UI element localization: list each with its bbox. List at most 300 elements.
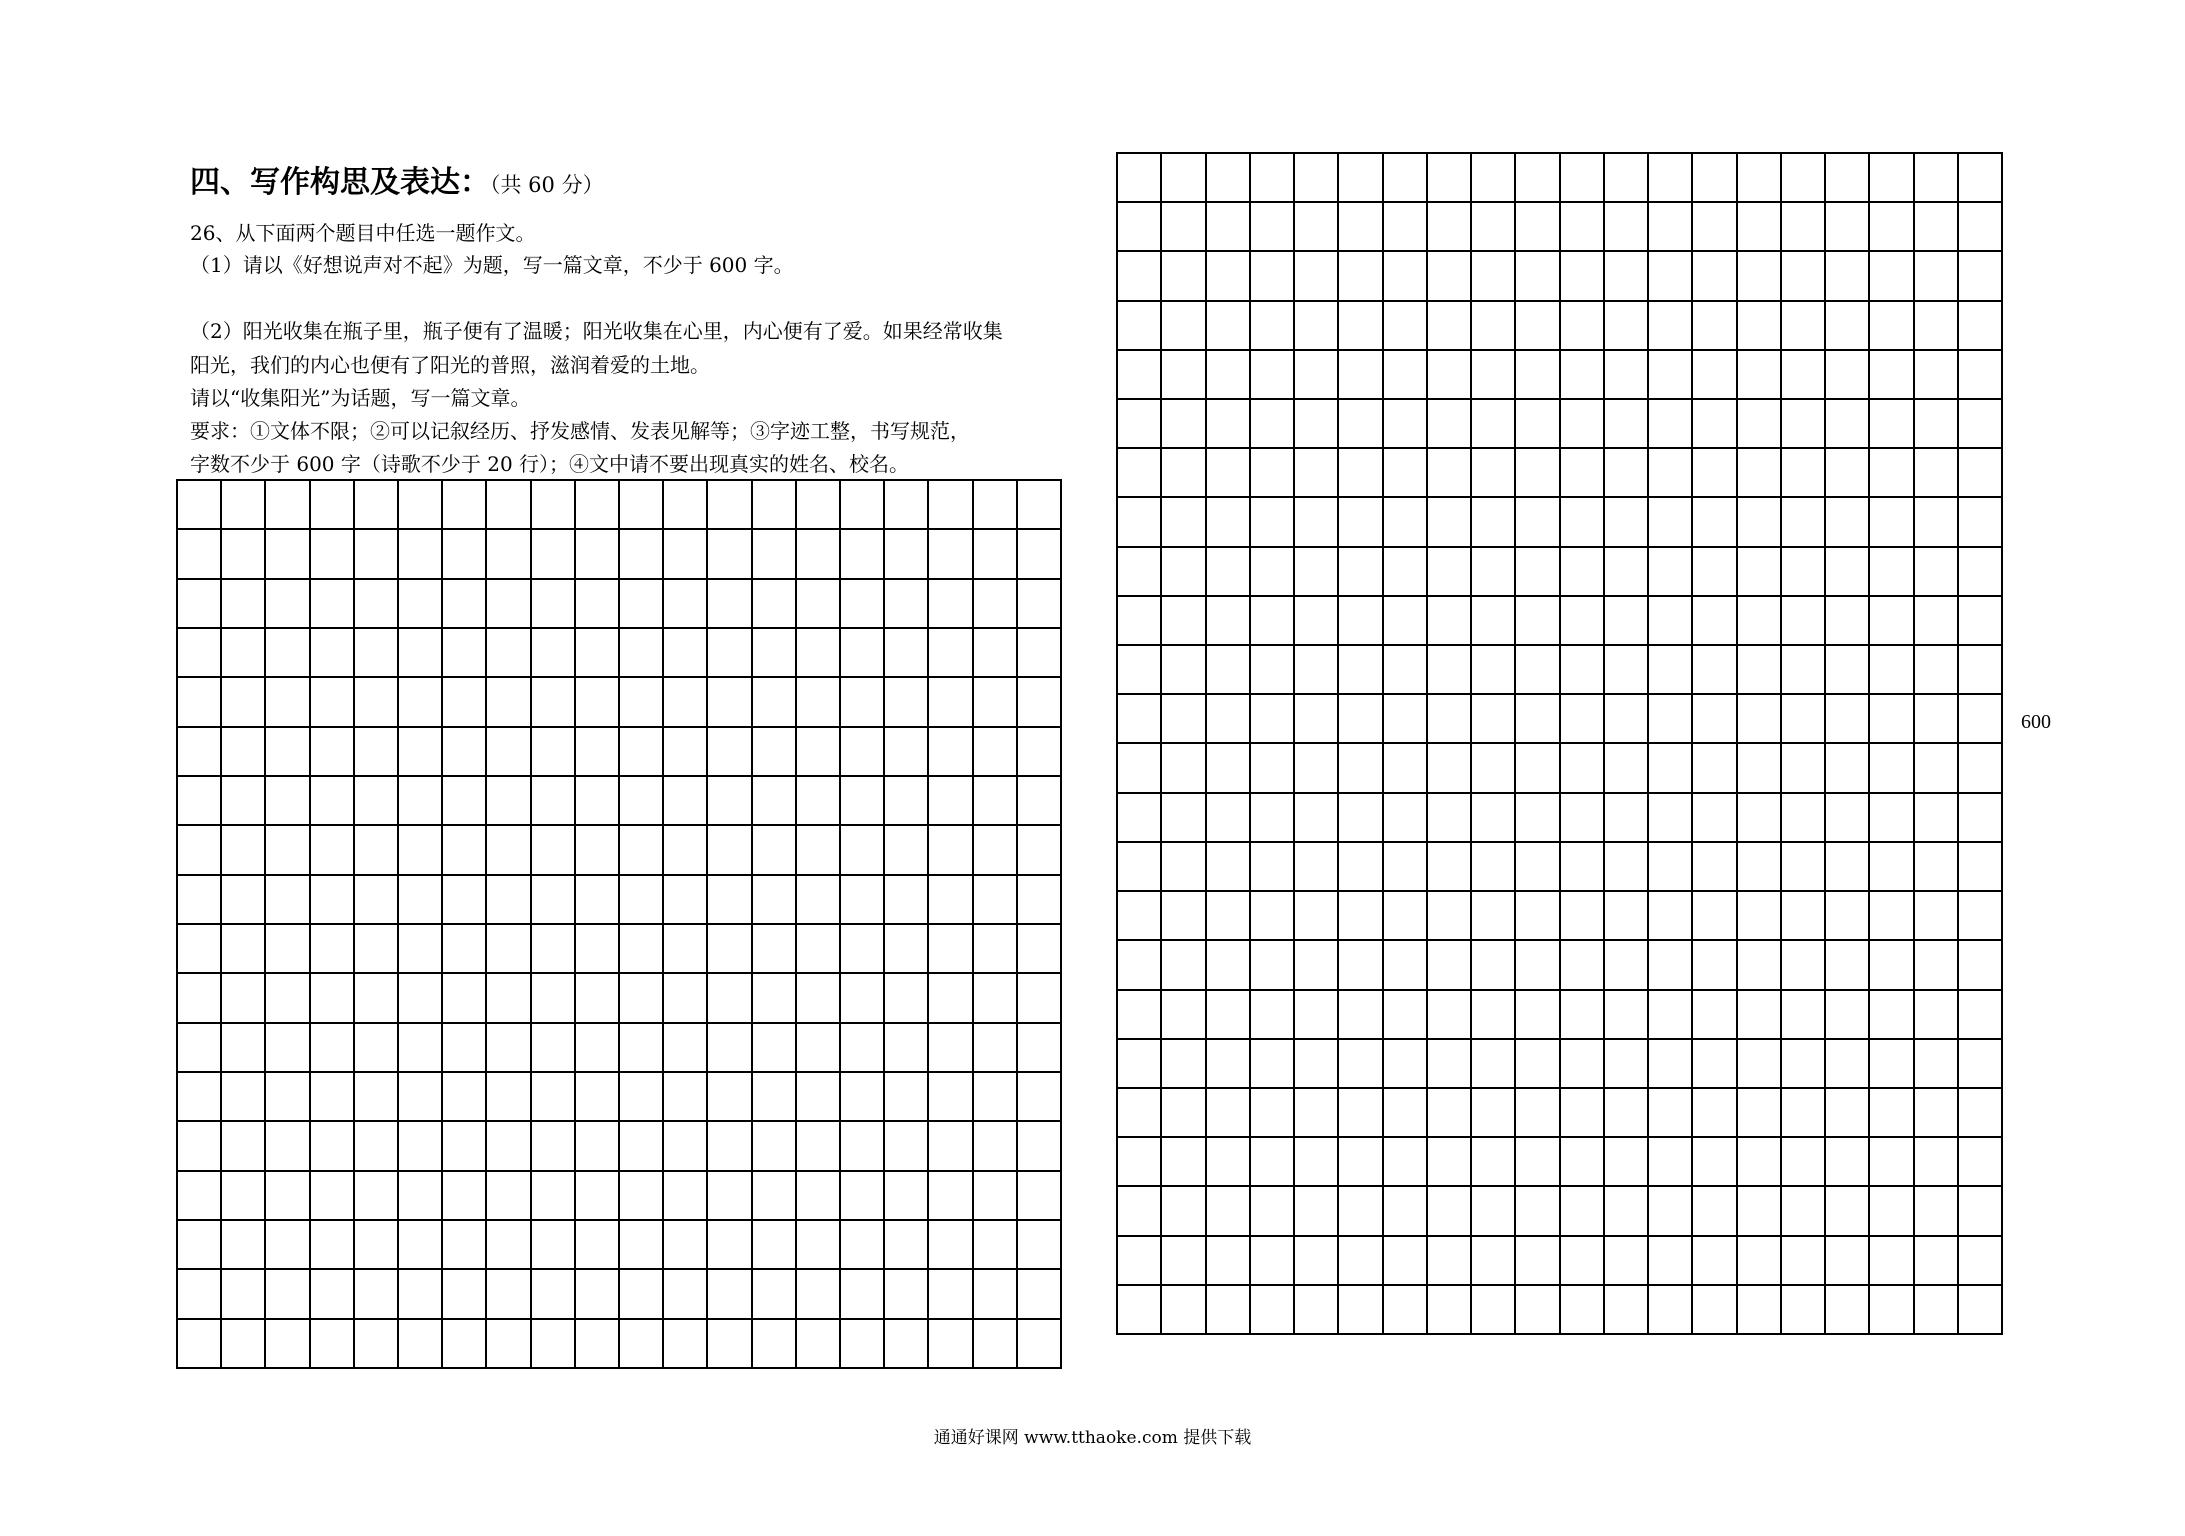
grid-cell[interactable] xyxy=(1207,695,1251,744)
grid-cell[interactable] xyxy=(664,826,708,875)
grid-cell[interactable] xyxy=(1118,843,1162,892)
grid-cell[interactable] xyxy=(487,678,531,727)
grid-cell[interactable] xyxy=(1472,1040,1516,1089)
grid-cell[interactable] xyxy=(1738,252,1782,301)
grid-cell[interactable] xyxy=(1118,351,1162,400)
grid-cell[interactable] xyxy=(1516,548,1560,597)
grid-cell[interactable] xyxy=(1472,498,1516,547)
grid-cell[interactable] xyxy=(1605,843,1649,892)
grid-cell[interactable] xyxy=(885,1073,929,1122)
grid-cell[interactable] xyxy=(576,876,620,925)
grid-cell[interactable] xyxy=(708,1122,752,1171)
grid-cell[interactable] xyxy=(1295,449,1339,498)
grid-cell[interactable] xyxy=(797,678,841,727)
grid-cell[interactable] xyxy=(1162,1237,1206,1286)
grid-cell[interactable] xyxy=(1738,1089,1782,1138)
grid-cell[interactable] xyxy=(1118,1187,1162,1236)
grid-cell[interactable] xyxy=(178,1320,222,1369)
grid-cell[interactable] xyxy=(708,974,752,1023)
grid-cell[interactable] xyxy=(1207,498,1251,547)
grid-cell[interactable] xyxy=(1428,892,1472,941)
grid-cell[interactable] xyxy=(1782,794,1826,843)
grid-cell[interactable] xyxy=(1693,794,1737,843)
grid-cell[interactable] xyxy=(1649,794,1693,843)
grid-cell[interactable] xyxy=(1018,1221,1062,1270)
grid-cell[interactable] xyxy=(1339,1089,1383,1138)
grid-cell[interactable] xyxy=(1605,1089,1649,1138)
grid-cell[interactable] xyxy=(1826,302,1870,351)
grid-cell[interactable] xyxy=(178,530,222,579)
grid-cell[interactable] xyxy=(1295,400,1339,449)
grid-cell[interactable] xyxy=(443,826,487,875)
grid-cell[interactable] xyxy=(1738,1237,1782,1286)
grid-cell[interactable] xyxy=(443,580,487,629)
grid-cell[interactable] xyxy=(1782,400,1826,449)
grid-cell[interactable] xyxy=(1870,892,1914,941)
grid-cell[interactable] xyxy=(1251,695,1295,744)
grid-cell[interactable] xyxy=(1251,1187,1295,1236)
grid-cell[interactable] xyxy=(841,1270,885,1319)
grid-cell[interactable] xyxy=(620,1221,664,1270)
grid-cell[interactable] xyxy=(929,1024,973,1073)
grid-cell[interactable] xyxy=(885,826,929,875)
grid-cell[interactable] xyxy=(620,1122,664,1171)
grid-cell[interactable] xyxy=(620,1270,664,1319)
grid-cell[interactable] xyxy=(1251,646,1295,695)
grid-cell[interactable] xyxy=(1516,991,1560,1040)
grid-cell[interactable] xyxy=(974,826,1018,875)
grid-cell[interactable] xyxy=(1826,794,1870,843)
grid-cell[interactable] xyxy=(1561,794,1605,843)
grid-cell[interactable] xyxy=(1782,1187,1826,1236)
grid-cell[interactable] xyxy=(1605,154,1649,203)
grid-cell[interactable] xyxy=(1870,1138,1914,1187)
grid-cell[interactable] xyxy=(178,974,222,1023)
grid-cell[interactable] xyxy=(1516,843,1560,892)
grid-cell[interactable] xyxy=(841,530,885,579)
grid-cell[interactable] xyxy=(399,1320,443,1369)
grid-cell[interactable] xyxy=(1384,991,1428,1040)
grid-cell[interactable] xyxy=(1295,154,1339,203)
grid-cell[interactable] xyxy=(178,925,222,974)
grid-cell[interactable] xyxy=(797,530,841,579)
grid-cell[interactable] xyxy=(1339,941,1383,990)
grid-cell[interactable] xyxy=(1516,695,1560,744)
grid-cell[interactable] xyxy=(1018,1270,1062,1319)
grid-cell[interactable] xyxy=(355,1024,399,1073)
grid-cell[interactable] xyxy=(1782,449,1826,498)
grid-cell[interactable] xyxy=(266,777,310,826)
grid-cell[interactable] xyxy=(929,530,973,579)
grid-cell[interactable] xyxy=(974,1024,1018,1073)
grid-cell[interactable] xyxy=(266,1073,310,1122)
grid-cell[interactable] xyxy=(1162,794,1206,843)
grid-cell[interactable] xyxy=(1295,744,1339,793)
grid-cell[interactable] xyxy=(1251,1237,1295,1286)
grid-cell[interactable] xyxy=(885,1122,929,1171)
grid-cell[interactable] xyxy=(753,777,797,826)
grid-cell[interactable] xyxy=(222,1270,266,1319)
grid-cell[interactable] xyxy=(664,1172,708,1221)
grid-cell[interactable] xyxy=(1782,154,1826,203)
grid-cell[interactable] xyxy=(1018,629,1062,678)
grid-cell[interactable] xyxy=(1428,302,1472,351)
grid-cell[interactable] xyxy=(929,728,973,777)
grid-cell[interactable] xyxy=(620,530,664,579)
grid-cell[interactable] xyxy=(1561,1040,1605,1089)
grid-cell[interactable] xyxy=(664,777,708,826)
grid-cell[interactable] xyxy=(487,777,531,826)
grid-cell[interactable] xyxy=(399,876,443,925)
grid-cell[interactable] xyxy=(532,530,576,579)
grid-cell[interactable] xyxy=(797,777,841,826)
grid-cell[interactable] xyxy=(1870,548,1914,597)
grid-cell[interactable] xyxy=(1295,941,1339,990)
grid-cell[interactable] xyxy=(974,1073,1018,1122)
grid-cell[interactable] xyxy=(576,974,620,1023)
grid-cell[interactable] xyxy=(1516,498,1560,547)
grid-cell[interactable] xyxy=(1339,498,1383,547)
grid-cell[interactable] xyxy=(266,678,310,727)
grid-cell[interactable] xyxy=(1118,1138,1162,1187)
grid-cell[interactable] xyxy=(753,530,797,579)
grid-cell[interactable] xyxy=(1384,1286,1428,1335)
grid-cell[interactable] xyxy=(1251,744,1295,793)
grid-cell[interactable] xyxy=(1959,1187,2003,1236)
grid-cell[interactable] xyxy=(532,1270,576,1319)
grid-cell[interactable] xyxy=(1428,597,1472,646)
grid-cell[interactable] xyxy=(1605,203,1649,252)
grid-cell[interactable] xyxy=(1915,794,1959,843)
grid-cell[interactable] xyxy=(1207,449,1251,498)
grid-cell[interactable] xyxy=(1251,449,1295,498)
grid-cell[interactable] xyxy=(974,580,1018,629)
grid-cell[interactable] xyxy=(576,1221,620,1270)
grid-cell[interactable] xyxy=(1384,1138,1428,1187)
grid-cell[interactable] xyxy=(1339,695,1383,744)
grid-cell[interactable] xyxy=(1251,843,1295,892)
grid-cell[interactable] xyxy=(1826,1237,1870,1286)
grid-cell[interactable] xyxy=(178,678,222,727)
grid-cell[interactable] xyxy=(1959,646,2003,695)
grid-cell[interactable] xyxy=(487,876,531,925)
grid-cell[interactable] xyxy=(355,580,399,629)
grid-cell[interactable] xyxy=(1959,843,2003,892)
grid-cell[interactable] xyxy=(1339,400,1383,449)
grid-cell[interactable] xyxy=(753,728,797,777)
grid-cell[interactable] xyxy=(1472,302,1516,351)
grid-cell[interactable] xyxy=(1826,695,1870,744)
grid-cell[interactable] xyxy=(1472,203,1516,252)
grid-cell[interactable] xyxy=(1428,1187,1472,1236)
grid-cell[interactable] xyxy=(753,876,797,925)
grid-cell[interactable] xyxy=(1693,941,1737,990)
grid-cell[interactable] xyxy=(1782,991,1826,1040)
grid-cell[interactable] xyxy=(1959,498,2003,547)
grid-cell[interactable] xyxy=(1384,252,1428,301)
grid-cell[interactable] xyxy=(1295,695,1339,744)
grid-cell[interactable] xyxy=(797,974,841,1023)
grid-cell[interactable] xyxy=(1915,744,1959,793)
grid-cell[interactable] xyxy=(708,1024,752,1073)
grid-cell[interactable] xyxy=(1295,548,1339,597)
grid-cell[interactable] xyxy=(311,1172,355,1221)
grid-cell[interactable] xyxy=(841,826,885,875)
grid-cell[interactable] xyxy=(443,876,487,925)
grid-cell[interactable] xyxy=(1959,1286,2003,1335)
grid-cell[interactable] xyxy=(1782,744,1826,793)
grid-cell[interactable] xyxy=(1295,597,1339,646)
grid-cell[interactable] xyxy=(1870,302,1914,351)
grid-cell[interactable] xyxy=(929,1270,973,1319)
grid-cell[interactable] xyxy=(1516,597,1560,646)
grid-cell[interactable] xyxy=(841,777,885,826)
grid-cell[interactable] xyxy=(753,1172,797,1221)
grid-cell[interactable] xyxy=(1018,1172,1062,1221)
grid-cell[interactable] xyxy=(311,777,355,826)
grid-cell[interactable] xyxy=(1384,941,1428,990)
grid-cell[interactable] xyxy=(399,1172,443,1221)
grid-cell[interactable] xyxy=(1738,843,1782,892)
grid-cell[interactable] xyxy=(1162,498,1206,547)
grid-cell[interactable] xyxy=(1207,252,1251,301)
grid-cell[interactable] xyxy=(1561,252,1605,301)
grid-cell[interactable] xyxy=(1339,794,1383,843)
grid-cell[interactable] xyxy=(266,974,310,1023)
grid-cell[interactable] xyxy=(1782,1089,1826,1138)
grid-cell[interactable] xyxy=(532,1172,576,1221)
grid-cell[interactable] xyxy=(1870,1286,1914,1335)
grid-cell[interactable] xyxy=(1251,1286,1295,1335)
grid-cell[interactable] xyxy=(1782,498,1826,547)
grid-cell[interactable] xyxy=(1605,1040,1649,1089)
grid-cell[interactable] xyxy=(399,728,443,777)
grid-cell[interactable] xyxy=(620,481,664,530)
grid-cell[interactable] xyxy=(1959,1237,2003,1286)
grid-cell[interactable] xyxy=(1251,400,1295,449)
grid-cell[interactable] xyxy=(1384,203,1428,252)
grid-cell[interactable] xyxy=(1561,991,1605,1040)
grid-cell[interactable] xyxy=(1516,1237,1560,1286)
grid-cell[interactable] xyxy=(1207,1138,1251,1187)
grid-cell[interactable] xyxy=(1915,252,1959,301)
grid-cell[interactable] xyxy=(443,1122,487,1171)
grid-cell[interactable] xyxy=(1207,548,1251,597)
grid-cell[interactable] xyxy=(532,678,576,727)
grid-cell[interactable] xyxy=(1162,302,1206,351)
grid-cell[interactable] xyxy=(974,678,1018,727)
grid-cell[interactable] xyxy=(311,728,355,777)
grid-cell[interactable] xyxy=(1251,1040,1295,1089)
grid-cell[interactable] xyxy=(178,777,222,826)
grid-cell[interactable] xyxy=(1605,1237,1649,1286)
grid-cell[interactable] xyxy=(1649,203,1693,252)
grid-cell[interactable] xyxy=(1826,351,1870,400)
grid-cell[interactable] xyxy=(355,925,399,974)
grid-cell[interactable] xyxy=(1516,351,1560,400)
grid-cell[interactable] xyxy=(1738,449,1782,498)
grid-cell[interactable] xyxy=(222,826,266,875)
grid-cell[interactable] xyxy=(1207,646,1251,695)
grid-cell[interactable] xyxy=(1428,1237,1472,1286)
grid-cell[interactable] xyxy=(576,481,620,530)
grid-cell[interactable] xyxy=(1826,400,1870,449)
grid-cell[interactable] xyxy=(1826,843,1870,892)
grid-cell[interactable] xyxy=(1384,449,1428,498)
grid-cell[interactable] xyxy=(1162,597,1206,646)
grid-cell[interactable] xyxy=(1472,1138,1516,1187)
grid-cell[interactable] xyxy=(1870,744,1914,793)
grid-cell[interactable] xyxy=(1162,1187,1206,1236)
grid-cell[interactable] xyxy=(1018,826,1062,875)
grid-cell[interactable] xyxy=(664,530,708,579)
grid-cell[interactable] xyxy=(1915,400,1959,449)
grid-cell[interactable] xyxy=(1693,400,1737,449)
grid-cell[interactable] xyxy=(708,629,752,678)
grid-cell[interactable] xyxy=(1339,892,1383,941)
grid-cell[interactable] xyxy=(841,728,885,777)
grid-cell[interactable] xyxy=(1870,1089,1914,1138)
grid-cell[interactable] xyxy=(532,728,576,777)
grid-cell[interactable] xyxy=(532,481,576,530)
grid-cell[interactable] xyxy=(266,728,310,777)
grid-cell[interactable] xyxy=(1915,1138,1959,1187)
grid-cell[interactable] xyxy=(178,1122,222,1171)
grid-cell[interactable] xyxy=(1207,203,1251,252)
grid-cell[interactable] xyxy=(1693,991,1737,1040)
grid-cell[interactable] xyxy=(1561,1237,1605,1286)
grid-cell[interactable] xyxy=(664,1024,708,1073)
grid-cell[interactable] xyxy=(1870,498,1914,547)
grid-cell[interactable] xyxy=(664,1122,708,1171)
grid-cell[interactable] xyxy=(1339,302,1383,351)
grid-cell[interactable] xyxy=(1516,941,1560,990)
grid-cell[interactable] xyxy=(708,826,752,875)
grid-cell[interactable] xyxy=(1295,1040,1339,1089)
grid-cell[interactable] xyxy=(929,580,973,629)
grid-cell[interactable] xyxy=(753,974,797,1023)
grid-cell[interactable] xyxy=(1384,498,1428,547)
grid-cell[interactable] xyxy=(443,629,487,678)
grid-cell[interactable] xyxy=(443,481,487,530)
grid-cell[interactable] xyxy=(532,580,576,629)
grid-cell[interactable] xyxy=(1118,892,1162,941)
grid-cell[interactable] xyxy=(664,481,708,530)
grid-cell[interactable] xyxy=(1339,991,1383,1040)
grid-cell[interactable] xyxy=(841,1172,885,1221)
grid-cell[interactable] xyxy=(1959,744,2003,793)
grid-cell[interactable] xyxy=(576,1073,620,1122)
grid-cell[interactable] xyxy=(1207,302,1251,351)
grid-cell[interactable] xyxy=(311,678,355,727)
grid-cell[interactable] xyxy=(974,1122,1018,1171)
grid-cell[interactable] xyxy=(1162,1089,1206,1138)
grid-cell[interactable] xyxy=(1339,1138,1383,1187)
grid-cell[interactable] xyxy=(885,728,929,777)
grid-cell[interactable] xyxy=(399,1073,443,1122)
grid-cell[interactable] xyxy=(576,1024,620,1073)
grid-cell[interactable] xyxy=(929,826,973,875)
grid-cell[interactable] xyxy=(1118,449,1162,498)
grid-cell[interactable] xyxy=(708,1221,752,1270)
grid-cell[interactable] xyxy=(1295,252,1339,301)
grid-cell[interactable] xyxy=(1561,1138,1605,1187)
grid-cell[interactable] xyxy=(1428,154,1472,203)
grid-cell[interactable] xyxy=(1339,1237,1383,1286)
grid-cell[interactable] xyxy=(841,1320,885,1369)
grid-cell[interactable] xyxy=(1693,1286,1737,1335)
grid-cell[interactable] xyxy=(1118,646,1162,695)
grid-cell[interactable] xyxy=(1561,646,1605,695)
grid-cell[interactable] xyxy=(1339,203,1383,252)
grid-cell[interactable] xyxy=(266,629,310,678)
grid-cell[interactable] xyxy=(1959,449,2003,498)
grid-cell[interactable] xyxy=(311,481,355,530)
grid-cell[interactable] xyxy=(222,481,266,530)
grid-cell[interactable] xyxy=(885,925,929,974)
grid-cell[interactable] xyxy=(1472,1089,1516,1138)
grid-cell[interactable] xyxy=(1428,744,1472,793)
grid-cell[interactable] xyxy=(1605,498,1649,547)
grid-cell[interactable] xyxy=(487,974,531,1023)
grid-cell[interactable] xyxy=(266,530,310,579)
grid-cell[interactable] xyxy=(974,876,1018,925)
grid-cell[interactable] xyxy=(1018,728,1062,777)
grid-cell[interactable] xyxy=(1018,530,1062,579)
grid-cell[interactable] xyxy=(443,777,487,826)
grid-cell[interactable] xyxy=(1561,843,1605,892)
grid-cell[interactable] xyxy=(355,1221,399,1270)
grid-cell[interactable] xyxy=(399,1270,443,1319)
grid-cell[interactable] xyxy=(1207,1040,1251,1089)
grid-cell[interactable] xyxy=(753,1320,797,1369)
grid-cell[interactable] xyxy=(1251,154,1295,203)
grid-cell[interactable] xyxy=(1738,154,1782,203)
grid-cell[interactable] xyxy=(532,1221,576,1270)
grid-cell[interactable] xyxy=(1782,1040,1826,1089)
grid-cell[interactable] xyxy=(487,580,531,629)
grid-cell[interactable] xyxy=(1826,1138,1870,1187)
grid-cell[interactable] xyxy=(1649,646,1693,695)
grid-cell[interactable] xyxy=(1472,695,1516,744)
grid-cell[interactable] xyxy=(1959,154,2003,203)
grid-cell[interactable] xyxy=(1915,1089,1959,1138)
grid-cell[interactable] xyxy=(797,876,841,925)
grid-cell[interactable] xyxy=(1915,1040,1959,1089)
grid-cell[interactable] xyxy=(974,925,1018,974)
grid-cell[interactable] xyxy=(266,1172,310,1221)
grid-cell[interactable] xyxy=(1870,941,1914,990)
writing-grid-right[interactable] xyxy=(1116,152,2003,1335)
grid-cell[interactable] xyxy=(311,826,355,875)
grid-cell[interactable] xyxy=(1295,302,1339,351)
grid-cell[interactable] xyxy=(1649,351,1693,400)
grid-cell[interactable] xyxy=(974,1172,1018,1221)
grid-cell[interactable] xyxy=(664,876,708,925)
grid-cell[interactable] xyxy=(1384,548,1428,597)
grid-cell[interactable] xyxy=(974,629,1018,678)
grid-cell[interactable] xyxy=(1118,695,1162,744)
grid-cell[interactable] xyxy=(1605,302,1649,351)
grid-cell[interactable] xyxy=(532,876,576,925)
grid-cell[interactable] xyxy=(266,876,310,925)
grid-cell[interactable] xyxy=(222,925,266,974)
grid-cell[interactable] xyxy=(1561,203,1605,252)
grid-cell[interactable] xyxy=(841,580,885,629)
grid-cell[interactable] xyxy=(620,728,664,777)
grid-cell[interactable] xyxy=(1561,351,1605,400)
grid-cell[interactable] xyxy=(1472,744,1516,793)
